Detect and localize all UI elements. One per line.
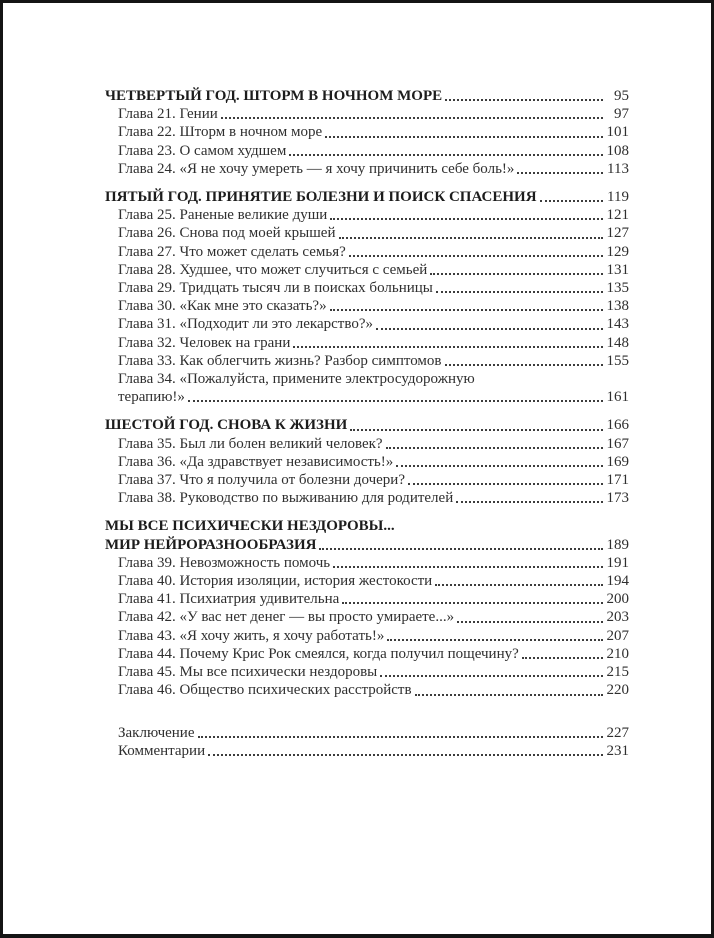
toc-entry — [105, 608, 629, 626]
page-number: 138 — [606, 298, 629, 315]
page-number: 135 — [606, 280, 629, 297]
toc-entry — [105, 315, 629, 333]
toc-entry — [105, 279, 629, 297]
dot-leader — [349, 255, 603, 257]
dot-leader — [188, 400, 603, 402]
dot-leader — [350, 429, 603, 431]
page-number: 173 — [606, 490, 629, 507]
toc-entry — [105, 471, 629, 489]
section-heading-title: МЫ ВСЕ ПСИХИЧЕСКИ НЕЗДОРОВЫ... — [105, 518, 395, 535]
dot-leader — [319, 548, 603, 550]
toc-entry-title: Глава 25. Раненые великие души — [118, 207, 328, 224]
toc-entry-title: Глава 45. Мы все психически нездоровы — [118, 664, 378, 681]
toc-entry-title: Глава 29. Тридцать тысяч ли в поисках больницы — [118, 280, 433, 297]
toc-entry-title: Глава 27. Что может сделать семья? — [118, 243, 346, 260]
toc-entry-title: терапию!» — [118, 389, 185, 406]
dot-leader — [339, 237, 604, 239]
dot-leader — [445, 99, 603, 101]
toc-entry — [105, 297, 629, 315]
toc-entry-wrapped-line1 — [105, 370, 629, 388]
toc-entry — [105, 663, 629, 681]
dot-leader — [325, 136, 603, 138]
toc-entry-title: Глава 31. «Подходит ли это лекарство?» — [118, 316, 373, 333]
page-number: 108 — [606, 142, 629, 159]
page-number: 129 — [606, 243, 629, 260]
page-number: 194 — [606, 573, 629, 590]
page-number: 171 — [606, 472, 629, 489]
toc-entry-title: Глава 21. Гении — [118, 106, 218, 123]
page-number: 113 — [607, 160, 629, 177]
dot-leader — [456, 501, 603, 503]
dot-leader — [517, 172, 603, 174]
page-number: 127 — [606, 225, 629, 242]
toc-entry-title: Заключение — [118, 724, 195, 741]
toc-entry — [105, 334, 629, 352]
page-number: 200 — [606, 591, 629, 608]
toc-entry-back-matter — [105, 724, 629, 742]
dot-leader — [198, 736, 604, 738]
dot-leader — [208, 754, 603, 756]
page-number: 95 — [614, 88, 629, 104]
toc-entry-wrapped-line2 — [105, 388, 629, 406]
dot-leader — [330, 218, 603, 220]
dot-leader — [386, 447, 603, 449]
toc-entry — [105, 572, 629, 590]
page-number: 215 — [606, 664, 629, 681]
section-heading-title: МИР НЕЙРОРАЗНООБРАЗИЯ — [105, 536, 317, 553]
toc-entry-title: Глава 32. Человек на грани — [118, 334, 291, 351]
page-number: 97 — [614, 106, 629, 123]
page-number: 203 — [606, 609, 629, 626]
toc-entry — [105, 627, 629, 645]
dot-leader — [540, 200, 603, 202]
dot-leader — [293, 346, 603, 348]
section-heading-title: ШЕСТОЙ ГОД. СНОВА К ЖИЗНИ — [105, 417, 348, 434]
dot-leader — [522, 657, 603, 659]
toc-section-heading-line1 — [105, 517, 629, 535]
page-number: 161 — [606, 389, 629, 406]
toc-section-heading — [105, 188, 629, 206]
dot-leader — [415, 694, 603, 696]
toc-section-heading — [105, 87, 629, 105]
toc-entry-title: Глава 41. Психиатрия удивительна — [118, 591, 340, 608]
page-number: 143 — [606, 316, 629, 333]
toc-entry-title: Глава 39. Невозможность помочь — [118, 554, 331, 571]
dot-leader — [289, 154, 603, 156]
section-heading-title: ЧЕТВЕРТЫЙ ГОД. ШТОРМ В НОЧНОМ МОРЕ — [105, 88, 443, 104]
dot-leader — [333, 566, 603, 568]
page-number: 131 — [606, 261, 629, 278]
toc-entry-title: Глава 34. «Пожалуйста, примените электросудорожную — [118, 371, 475, 388]
dot-leader — [387, 639, 603, 641]
dot-leader — [445, 364, 603, 366]
toc-entry-title: Глава 26. Снова под моей крышей — [118, 225, 336, 242]
toc-entry — [105, 453, 629, 471]
dot-leader — [376, 328, 603, 330]
section-heading-title: ПЯТЫЙ ГОД. ПРИНЯТИЕ БОЛЕЗНИ И ПОИСК СПАСЕНИЯ — [105, 189, 537, 206]
toc-entry-title: Глава 28. Худшее, что может случиться с семьей — [118, 261, 428, 278]
dot-leader — [221, 117, 603, 119]
dot-leader — [330, 309, 603, 311]
toc-entry-title: Глава 36. «Да здравствует независимость!» — [118, 453, 394, 470]
toc-entry — [105, 435, 629, 453]
toc-entry-title: Глава 37. Что я получила от болезни дочери? — [118, 472, 405, 489]
toc-entry — [105, 681, 629, 699]
toc-entry-title: Глава 42. «У вас нет денег — вы просто умираете...» — [118, 609, 455, 626]
page-number: 155 — [606, 352, 629, 369]
page-number: 231 — [606, 742, 629, 759]
page-number: 220 — [606, 682, 629, 699]
page-number: 207 — [606, 627, 629, 644]
toc-section-heading — [105, 416, 629, 434]
toc-entry-title: Глава 30. «Как мне это сказать?» — [118, 298, 327, 315]
dot-leader — [408, 483, 603, 485]
dot-leader — [342, 602, 603, 604]
toc-entry-title: Комментарии — [118, 742, 206, 759]
toc-entry-title: Глава 44. Почему Крис Рок смеялся, когда получил пощечину? — [118, 645, 519, 662]
toc-entry-title: Глава 40. История изоляции, история жестокости — [118, 573, 433, 590]
dot-leader — [435, 584, 603, 586]
dot-leader — [380, 675, 603, 677]
toc-entry-title: Глава 35. Был ли болен великий человек? — [118, 435, 383, 452]
page-number: 121 — [606, 207, 629, 224]
toc-entry — [105, 105, 629, 123]
toc-entry — [105, 590, 629, 608]
toc-entry-title: Глава 33. Как облегчить жизнь? Разбор симптомов — [118, 352, 442, 369]
page-number: 210 — [606, 645, 629, 662]
toc-entry-title: Глава 22. Шторм в ночном море — [118, 124, 323, 141]
table-of-contents — [105, 87, 629, 760]
toc-entry — [105, 352, 629, 370]
dot-leader — [430, 273, 603, 275]
page-number: 189 — [606, 536, 629, 553]
dot-leader — [396, 465, 603, 467]
toc-entry-title: Глава 24. «Я не хочу умереть — я хочу причинить себе боль!» — [118, 160, 515, 177]
toc-entry — [105, 142, 629, 160]
toc-entry — [105, 206, 629, 224]
toc-section-heading-line2 — [105, 536, 629, 554]
page-number: 191 — [606, 554, 629, 571]
toc-entry — [105, 160, 629, 178]
toc-entry — [105, 224, 629, 242]
toc-entry-back-matter — [105, 742, 629, 760]
toc-entry — [105, 554, 629, 572]
toc-entry-title: Глава 46. Общество психических расстройств — [118, 682, 412, 699]
toc-entry-title: Глава 23. О самом худшем — [118, 142, 287, 159]
page-number: 167 — [606, 435, 629, 452]
toc-entry-title: Глава 38. Руководство по выживанию для родителей — [118, 490, 454, 507]
toc-entry-title: Глава 43. «Я хочу жить, я хочу работать!» — [118, 627, 385, 644]
page-number: 166 — [606, 417, 629, 434]
toc-entry — [105, 261, 629, 279]
page-number: 169 — [606, 453, 629, 470]
dot-leader — [457, 621, 603, 623]
toc-entry — [105, 243, 629, 261]
page-number: 101 — [606, 124, 629, 141]
toc-entry — [105, 123, 629, 141]
dot-leader — [436, 291, 603, 293]
page-number: 119 — [607, 189, 629, 206]
toc-entry — [105, 489, 629, 507]
page-number: 148 — [606, 334, 629, 351]
toc-entry — [105, 645, 629, 663]
page-number: 227 — [606, 724, 629, 741]
